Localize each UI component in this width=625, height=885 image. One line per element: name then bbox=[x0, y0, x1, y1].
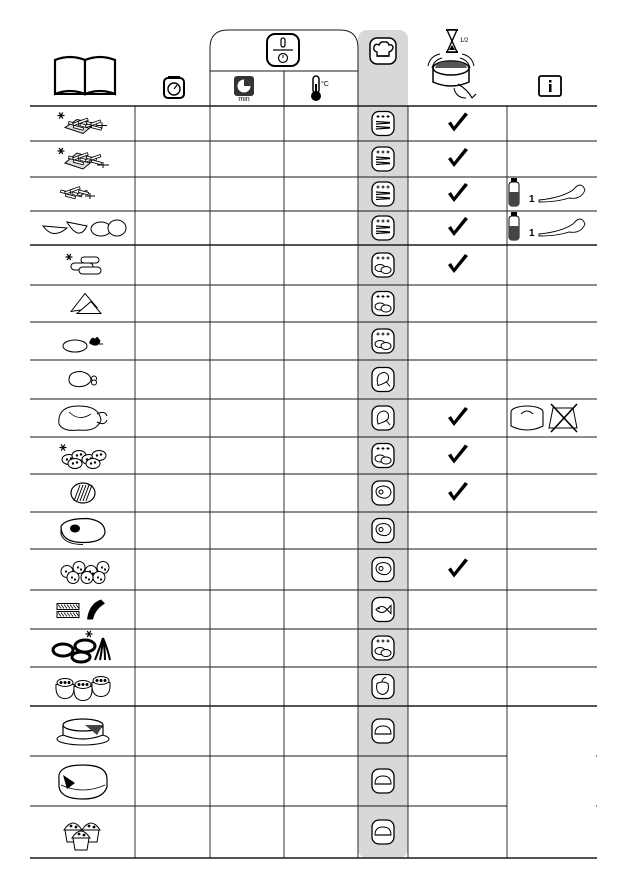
info-oil-spoon-icon bbox=[509, 178, 585, 206]
program-fries-icon bbox=[372, 112, 394, 136]
cake-icon bbox=[57, 719, 109, 745]
program-frozen-icon bbox=[372, 444, 394, 468]
program-meat-icon bbox=[372, 558, 394, 582]
steak-icon bbox=[61, 519, 105, 545]
snowflake-icon bbox=[60, 444, 67, 450]
program-meat-icon bbox=[372, 481, 394, 505]
celsius-label: °C bbox=[321, 81, 329, 88]
timer-temperature-header-icon bbox=[267, 34, 299, 66]
table-row bbox=[63, 329, 394, 353]
table-row bbox=[57, 598, 394, 622]
table-row bbox=[57, 719, 394, 745]
meatballs-icon bbox=[61, 562, 109, 584]
program-frozen-icon bbox=[372, 636, 394, 660]
program-poultry-icon bbox=[372, 406, 394, 430]
frozen-meatballs-icon bbox=[60, 444, 107, 468]
table-row bbox=[53, 631, 394, 662]
frozen-chicken-cutlet-icon bbox=[63, 337, 103, 352]
snowflake-icon bbox=[86, 631, 93, 637]
program-vegetables-icon bbox=[372, 675, 394, 699]
snowflake-icon bbox=[66, 254, 73, 260]
fresh-thin-fries-icon bbox=[60, 187, 95, 199]
half-time-label: 1/2 bbox=[460, 38, 469, 44]
table-row bbox=[64, 820, 394, 850]
shake-checkmark-icon bbox=[448, 445, 468, 464]
oil-spoon-count: 1 bbox=[529, 228, 535, 239]
program-fish-icon bbox=[372, 598, 394, 622]
program-fries-icon bbox=[372, 147, 394, 171]
oil-spoon-count: 1 bbox=[529, 194, 535, 205]
dessert-info-merged-cell bbox=[507, 707, 596, 857]
shake-checkmark-icon bbox=[448, 482, 468, 501]
program-fries-icon bbox=[372, 182, 394, 206]
table-row bbox=[59, 765, 394, 799]
frozen-thick-fries-icon bbox=[58, 148, 110, 169]
shake-checkmark-icon bbox=[448, 217, 468, 236]
burger-patty-icon bbox=[71, 483, 95, 503]
program-fries-icon bbox=[372, 216, 394, 240]
frozen-pastry-triangles-icon bbox=[71, 294, 101, 314]
whole-chicken-icon bbox=[59, 406, 107, 430]
recipe-book-icon bbox=[55, 57, 115, 94]
table-row bbox=[71, 292, 394, 316]
program-frozen-icon bbox=[372, 253, 394, 277]
program-poultry-icon bbox=[372, 368, 394, 392]
program-frozen-icon bbox=[372, 329, 394, 353]
chicken-leg-icon bbox=[69, 372, 97, 387]
shake-checkmark-icon bbox=[448, 254, 468, 273]
fish-fillets-icon bbox=[57, 600, 105, 620]
snowflake-icon bbox=[58, 148, 65, 154]
info-oil-spoon-icon bbox=[509, 212, 585, 240]
program-meat-icon bbox=[372, 519, 394, 543]
shake-checkmark-icon bbox=[448, 148, 468, 167]
shake-checkmark-icon bbox=[448, 407, 468, 426]
program-dessert-icon bbox=[372, 769, 394, 793]
table-row bbox=[71, 481, 468, 505]
info-icon bbox=[539, 76, 561, 96]
shake-basket-icon bbox=[428, 54, 476, 98]
stuffed-vegetables-icon bbox=[56, 677, 110, 701]
table-row bbox=[60, 178, 585, 206]
minutes-label: min bbox=[238, 96, 250, 103]
program-dessert-icon bbox=[372, 719, 394, 743]
pie-tart-icon bbox=[59, 765, 107, 799]
table-row bbox=[56, 675, 394, 701]
info-no-paddle-icon bbox=[511, 404, 577, 432]
fresh-potato-wedges-icon bbox=[43, 220, 126, 236]
muffins-icon bbox=[64, 823, 100, 850]
table-row bbox=[61, 519, 394, 545]
thermometer-icon bbox=[311, 76, 321, 101]
weight-scale-icon bbox=[164, 76, 184, 98]
snowflake-icon bbox=[58, 112, 65, 118]
program-frozen-icon bbox=[372, 292, 394, 316]
chef-hat-icon bbox=[370, 38, 396, 64]
shake-checkmark-icon bbox=[448, 183, 468, 202]
hourglass-icon bbox=[446, 30, 458, 52]
shake-checkmark-icon bbox=[448, 113, 468, 132]
table-row bbox=[69, 368, 394, 392]
table-row bbox=[43, 212, 585, 240]
program-dessert-icon bbox=[372, 820, 394, 844]
frozen-thin-fries-icon bbox=[58, 112, 108, 133]
cooking-time-icon bbox=[234, 76, 254, 96]
shake-checkmark-icon bbox=[448, 559, 468, 578]
frozen-onion-rings-squid-icon bbox=[53, 631, 110, 662]
frozen-nuggets-icon bbox=[66, 254, 102, 274]
table-row bbox=[59, 404, 577, 432]
